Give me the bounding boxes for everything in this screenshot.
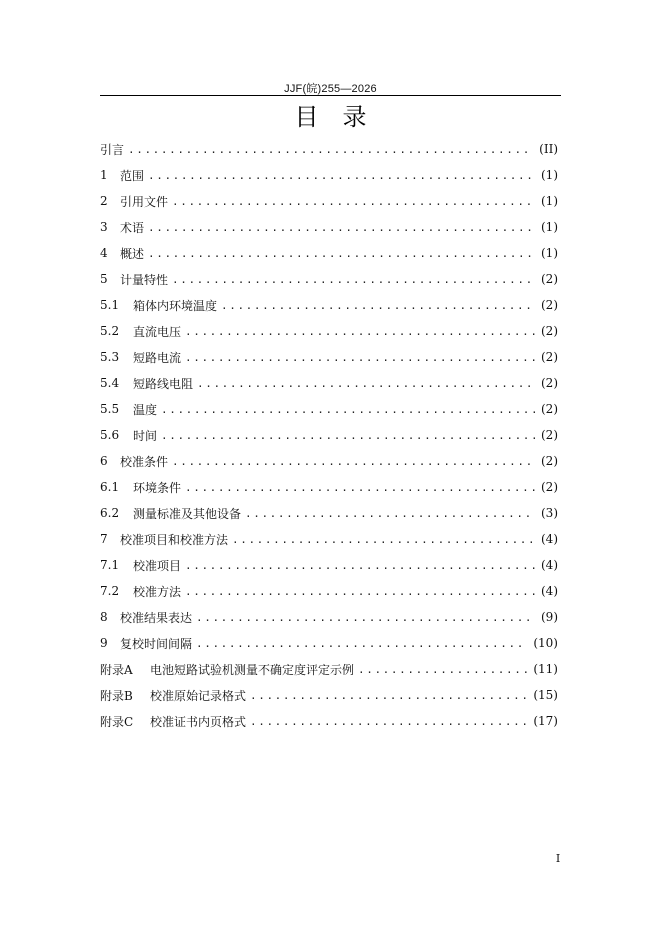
toc-entry-page: (1): [541, 220, 558, 234]
toc-entry-number: 附录C: [100, 714, 134, 729]
toc-leader-dots: [197, 377, 535, 390]
toc-entry-page: (2): [541, 376, 558, 390]
toc-entry-page: (2): [541, 272, 558, 286]
toc-entry-title: 校准方法: [133, 584, 182, 599]
toc-entry-page: (17): [533, 714, 558, 728]
header-rule: [100, 95, 561, 96]
toc-leader-dots: [221, 299, 535, 312]
toc-entry[interactable]: [100, 162, 558, 188]
toc-leader-dots: [172, 455, 535, 468]
toc-entry-number: 3: [100, 220, 108, 234]
toc-entry-number: 5.3: [100, 350, 120, 364]
toc-entry-number: 5.2: [100, 324, 120, 338]
toc-entry-title: 概述: [120, 246, 145, 261]
toc-entry-number: 7.1: [100, 558, 120, 572]
toc-entry[interactable]: [100, 708, 558, 734]
toc-entry-page: (15): [533, 688, 558, 702]
toc-entry-title: 环境条件: [133, 480, 182, 495]
toc-entry-page: (II): [539, 142, 558, 156]
toc-leader-dots: [185, 325, 535, 338]
toc-entry-page: (4): [541, 558, 558, 572]
toc-entry[interactable]: [100, 396, 558, 422]
toc-leader-dots: [172, 195, 535, 208]
toc-entry[interactable]: [100, 448, 558, 474]
toc-leader-dots: [185, 585, 535, 598]
toc-entry-title: 短路线电阻: [133, 376, 194, 391]
toc-entry-page: (2): [541, 428, 558, 442]
toc-entry[interactable]: [100, 604, 558, 630]
toc-entry-page: (9): [541, 610, 558, 624]
page-title: 目录: [294, 103, 391, 131]
toc-entry[interactable]: [100, 630, 558, 656]
toc-leader-dots: [250, 715, 527, 728]
toc-entry-number: 6: [100, 454, 108, 468]
toc-entry-title: 复校时间间隔: [120, 636, 193, 651]
toc-leader-dots: [250, 689, 527, 702]
toc-entry-number: 6.1: [100, 480, 120, 494]
toc-entry-number: 5: [100, 272, 108, 286]
toc-entry-number: 4: [100, 246, 108, 260]
toc-leader-dots: [148, 247, 535, 260]
toc-leader-dots: [196, 611, 535, 624]
table-of-contents: [100, 136, 558, 734]
toc-leader-dots: [148, 169, 535, 182]
toc-entry[interactable]: [100, 240, 558, 266]
toc-entry-number: 5.1: [100, 298, 120, 312]
toc-entry-title: 电池短路试验机测量不确定度评定示例: [150, 662, 355, 677]
toc-leader-dots: [358, 663, 527, 676]
toc-leader-dots: [196, 637, 527, 650]
toc-leader-dots: [128, 143, 533, 156]
page-number: I: [555, 852, 561, 865]
toc-entry-number: 7.2: [100, 584, 120, 598]
toc-entry[interactable]: [100, 682, 558, 708]
toc-entry-number: 附录B: [100, 688, 133, 703]
toc-entry-page: (1): [541, 246, 558, 260]
toc-entry[interactable]: [100, 266, 558, 292]
toc-entry-page: (1): [541, 168, 558, 182]
toc-leader-dots: [232, 533, 535, 546]
toc-entry[interactable]: [100, 344, 558, 370]
toc-entry-title: 计量特性: [120, 272, 169, 287]
toc-entry-title: 直流电压: [133, 324, 182, 339]
toc-entry[interactable]: [100, 552, 558, 578]
toc-entry[interactable]: [100, 188, 558, 214]
toc-entry[interactable]: [100, 318, 558, 344]
toc-entry-number: 5.4: [100, 376, 120, 390]
toc-entry-title: 术语: [120, 220, 145, 235]
toc-entry-title: 引用文件: [120, 194, 169, 209]
toc-entry-page: (2): [541, 402, 558, 416]
toc-entry-title: 短路电流: [133, 350, 182, 365]
toc-entry[interactable]: [100, 136, 558, 162]
toc-leader-dots: [185, 481, 535, 494]
toc-entry[interactable]: [100, 370, 558, 396]
toc-entry-number: 5.6: [100, 428, 120, 442]
toc-entry[interactable]: [100, 474, 558, 500]
toc-entry-title: 校准结果表达: [120, 610, 193, 625]
toc-entry[interactable]: [100, 422, 558, 448]
toc-entry-page: (2): [541, 324, 558, 338]
toc-entry-page: (2): [541, 298, 558, 312]
toc-entry-number: 附录A: [100, 662, 133, 677]
toc-entry-title: 校准项目和校准方法: [120, 532, 229, 547]
toc-entry-title: 温度: [133, 402, 158, 417]
toc-entry-number: 5.5: [100, 402, 120, 416]
toc-entry-title: 范围: [120, 168, 145, 183]
toc-entry-title: 时间: [133, 428, 158, 443]
toc-entry-number: 1: [100, 168, 108, 182]
toc-entry-title: 校准项目: [133, 558, 182, 573]
toc-entry[interactable]: [100, 526, 558, 552]
toc-entry-page: (1): [541, 194, 558, 208]
toc-leader-dots: [148, 221, 535, 234]
toc-entry[interactable]: [100, 578, 558, 604]
toc-entry-page: (4): [541, 584, 558, 598]
toc-entry-number: 7: [100, 532, 108, 546]
toc-entry-number: 9: [100, 636, 108, 650]
toc-entry-title: 测量标准及其他设备: [133, 506, 242, 521]
toc-entry[interactable]: [100, 656, 558, 682]
toc-entry-number: 6.2: [100, 506, 120, 520]
toc-entry-title: 箱体内环境温度: [133, 298, 218, 313]
toc-leader-dots: [185, 559, 535, 572]
toc-entry[interactable]: [100, 500, 558, 526]
toc-entry-number: 8: [100, 610, 108, 624]
toc-entry-title: 校准条件: [120, 454, 169, 469]
toc-entry[interactable]: [100, 214, 558, 240]
toc-entry-page: (2): [541, 350, 558, 364]
toc-entry-page: (2): [541, 454, 558, 468]
standard-code: JJF(皖)255—2026: [284, 83, 377, 95]
toc-leader-dots: [161, 429, 535, 442]
toc-entry-page: (10): [533, 636, 558, 650]
toc-leader-dots: [185, 351, 535, 364]
toc-leader-dots: [161, 403, 535, 416]
toc-entry-number: 2: [100, 194, 108, 208]
toc-entry-page: (2): [541, 480, 558, 494]
toc-entry-title: 引言: [100, 142, 125, 157]
toc-leader-dots: [172, 273, 535, 286]
toc-entry[interactable]: [100, 292, 558, 318]
toc-entry-page: (3): [541, 506, 558, 520]
toc-entry-page: (11): [533, 662, 558, 676]
toc-entry-title: 校准原始记录格式: [150, 688, 247, 703]
toc-leader-dots: [245, 507, 535, 520]
toc-entry-page: (4): [541, 532, 558, 546]
toc-entry-title: 校准证书内页格式: [150, 714, 247, 729]
